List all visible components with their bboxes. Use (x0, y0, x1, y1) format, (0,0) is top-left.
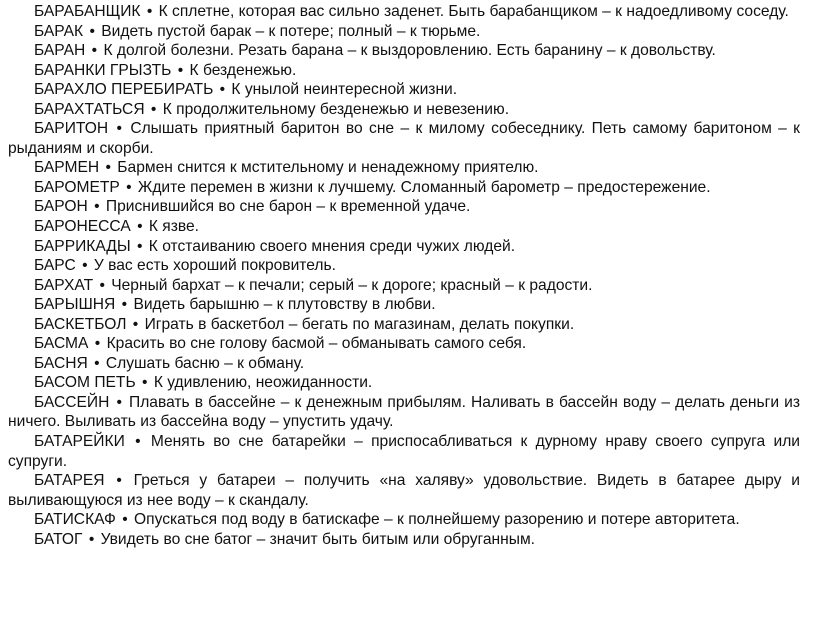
entry-term: БАРИТОН (34, 120, 109, 138)
dictionary-entry (8, 295, 800, 315)
entry-term: БАРАНКИ ГРЫЗТЬ (34, 61, 172, 79)
entry-definition: К язве. (148, 218, 199, 236)
entry-term: БАРАХТАТЬСЯ (34, 100, 145, 118)
dictionary-entry (8, 471, 800, 510)
dictionary-entry (8, 256, 800, 276)
bullet-separator: • (90, 335, 105, 353)
entry-definition: К долгой болезни. Резать барана – к выздоровлению. Есть баранину – к довольству. (103, 42, 716, 60)
bullet-separator: • (137, 374, 152, 392)
bullet-separator: • (117, 296, 132, 314)
entry-term: БАРАХЛО ПЕРЕБИРАТЬ (34, 81, 214, 99)
entry-definition: Красить во сне голову басмой – обманывать самого себя. (106, 335, 527, 353)
entry-definition: Увидеть во сне батог – значит быть битым или обруганным. (100, 530, 536, 548)
entry-term: БАРАБАНЩИК (34, 3, 141, 20)
bullet-separator: • (117, 511, 133, 529)
dictionary-entry (8, 432, 800, 471)
entry-definition: Греться у батареи – получить «на халяву» удовольствие. Видеть в батарее дыру и выливающуюся из нее воду – к скандалу. (8, 472, 800, 509)
entry-term: БАТАРЕЙКИ (34, 433, 125, 451)
entry-definition: Плавать в бассейне – к денежным прибылям. Наливать в бассейн воду – делать деньги из ничего. Выливать из бассейна воду – упустить удачу. (8, 393, 801, 431)
entry-definition: Черный бархат – к печали; серый – к дороге; красный – к радости. (111, 276, 593, 294)
dictionary-entry (8, 393, 800, 432)
entry-definition: К удивлению, неожиданности. (153, 374, 373, 392)
bullet-separator: • (87, 42, 102, 60)
bullet-separator: • (126, 433, 149, 451)
bullet-separator: • (132, 218, 147, 236)
bullet-separator: • (142, 3, 157, 20)
entry-definition: Играть в баскетбол – бегать по магазинам, делать покупки. (144, 315, 575, 333)
bullet-separator: • (110, 120, 129, 138)
entry-term: БАСОМ ПЕТЬ (34, 374, 136, 392)
dictionary-entry (8, 510, 800, 530)
bullet-separator: • (89, 354, 104, 372)
entry-definition: У вас есть хороший покровитель. (93, 257, 336, 275)
bullet-separator: • (121, 178, 136, 196)
dictionary-entry (8, 61, 800, 81)
entry-term: БАСМА (34, 335, 89, 353)
entry-term: БАРХАТ (34, 276, 94, 294)
entry-definition: К отстаиванию своего мнения среди чужих людей. (148, 237, 516, 255)
dictionary-entry (8, 197, 800, 217)
entry-term: БАРОНЕССА (34, 218, 131, 236)
dictionary-entry (8, 354, 800, 374)
dictionary-entry (8, 158, 800, 178)
bullet-separator: • (106, 472, 132, 490)
bullet-separator: • (101, 159, 116, 177)
dictionary-entry (8, 315, 800, 335)
bullet-separator: • (132, 237, 147, 255)
entry-term: БАТИСКАФ (34, 511, 116, 529)
dictionary-entry (8, 41, 800, 61)
entry-definition: Видеть барышню – к плутовству в любви. (133, 296, 436, 314)
entry-definition: К безденежью. (189, 61, 297, 79)
entry-term: БАССЕЙН (34, 393, 110, 411)
entry-definition: Менять во сне батарейки – приспосабливаться к дурному нраву своего супруга или супруги. (8, 433, 801, 470)
entry-term: БАРЫШНЯ (34, 296, 116, 314)
entry-term: БАРАН (34, 42, 86, 60)
bullet-separator: • (173, 61, 188, 79)
bullet-separator: • (215, 81, 230, 99)
dream-dictionary-page (8, 2, 800, 549)
entry-definition: Ждите перемен в жизни к лучшему. Сломанный барометр – предостережение. (137, 178, 711, 196)
entry-term: БАРС (34, 257, 76, 275)
bullet-separator: • (146, 100, 161, 118)
bullet-separator: • (95, 276, 110, 294)
bullet-separator: • (128, 315, 143, 333)
entry-term: БАСНЯ (34, 354, 88, 372)
entry-definition: К сплетне, которая вас сильно заденет. Быть барабанщиком – к надоедливому соседу. (158, 3, 789, 20)
dictionary-entry (8, 100, 800, 120)
dictionary-entry (8, 178, 800, 198)
entry-term: БАСКЕТБОЛ (34, 315, 127, 333)
dictionary-entry (8, 80, 800, 100)
dictionary-entry (8, 217, 800, 237)
entry-term: БАРМЕН (34, 159, 100, 177)
entry-term: БАРОМЕТР (34, 178, 120, 196)
entry-definition: Опускаться под воду в батискафе – к полнейшему разорению и потере авторитета. (134, 511, 740, 529)
entry-definition: Приснившийся во сне барон – к временной удаче. (105, 198, 471, 216)
entry-definition: Слушать басню – к обману. (105, 354, 305, 372)
entry-term: БАРРИКАДЫ (34, 237, 131, 255)
dictionary-entry (8, 334, 800, 354)
dictionary-entry (8, 237, 800, 257)
entry-definition: Бармен снится к мстительному и ненадежному приятелю. (117, 159, 539, 177)
dictionary-entry (8, 373, 800, 393)
dictionary-entry (8, 119, 800, 158)
entry-term: БАТАРЕЯ (34, 472, 105, 490)
entry-definition: Слышать приятный баритон во сне – к милому собеседнику. Петь самому баритоном – к рыданиям и скорби. (8, 120, 801, 157)
bullet-separator: • (77, 257, 92, 275)
dictionary-entry (8, 276, 800, 296)
bullet-separator: • (84, 530, 99, 548)
dictionary-entry (8, 530, 800, 550)
dictionary-entry (8, 2, 800, 22)
bullet-separator: • (85, 22, 100, 40)
bullet-separator: • (111, 393, 127, 411)
entry-term: БАРАК (34, 22, 84, 40)
entry-definition: К унылой неинтересной жизни. (231, 81, 458, 99)
entry-definition: Видеть пустой барак – к потере; полный – к тюрьме. (101, 22, 481, 40)
entry-term: БАТОГ (34, 530, 83, 548)
dictionary-entry (8, 22, 800, 42)
entry-term: БАРОН (34, 198, 88, 216)
entry-definition: К продолжительному безденежью и невезению. (162, 100, 510, 118)
bullet-separator: • (89, 198, 104, 216)
